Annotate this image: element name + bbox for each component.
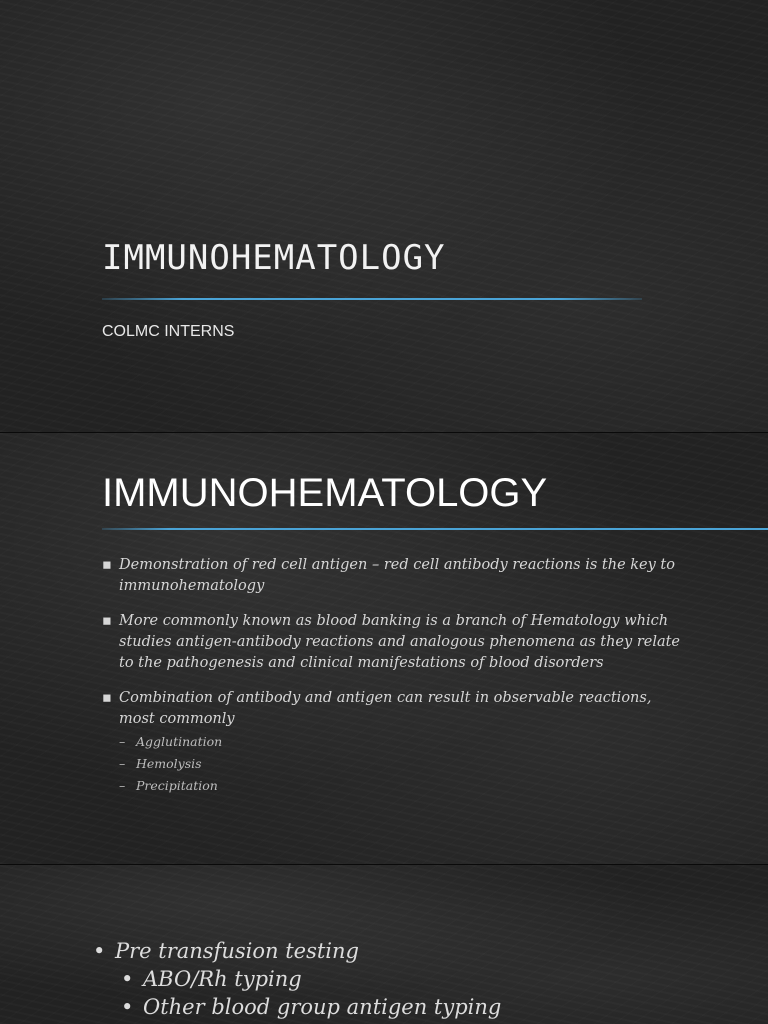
- sub-bullet-text: Hemolysis: [136, 756, 202, 771]
- slide-content: [0, 433, 768, 864]
- dash-icon: –: [119, 734, 126, 749]
- heading-underline: [102, 528, 768, 530]
- sub-bullet-text: Precipitation: [136, 778, 218, 793]
- slide-title: [0, 0, 768, 432]
- list-item: [121, 993, 501, 1021]
- bullet-dot-icon: •: [121, 995, 134, 1019]
- sub-bullet-list: [119, 731, 682, 797]
- slide-subtitle: COLMC INTERNS: [102, 323, 235, 340]
- list-item: [121, 965, 501, 993]
- list-item: [102, 611, 682, 674]
- sub-list-item: [119, 753, 682, 775]
- sub-bullet-text: Agglutination: [136, 734, 223, 749]
- bullet-dot-icon: •: [93, 939, 106, 963]
- slide-title-heading: IMMUNOHEMATOLOGY: [102, 238, 446, 278]
- slide-heading: IMMUNOHEMATOLOGY: [102, 471, 548, 515]
- list-item: [102, 688, 682, 797]
- title-underline: [102, 298, 642, 300]
- list-item: [102, 555, 682, 597]
- dash-icon: –: [119, 756, 126, 771]
- bullet-text: Combination of antibody and antigen can result in observable reactions, most commonly: [119, 690, 652, 727]
- bullet-text: Other blood group antigen typing: [143, 995, 502, 1019]
- bullet-dot-icon: ▪: [102, 557, 112, 573]
- bullet-text: Demonstration of red cell antigen – red cell antibody reactions is the key to immunohematology: [119, 557, 675, 594]
- dash-icon: –: [119, 778, 126, 793]
- bullet-list: [93, 937, 501, 1021]
- bullet-text: ABO/Rh typing: [143, 967, 302, 991]
- bullet-dot-icon: •: [121, 967, 134, 991]
- sub-list-item: [119, 731, 682, 753]
- bullet-dot-icon: ▪: [102, 690, 112, 706]
- bullet-list: [102, 555, 682, 811]
- bullet-text: More commonly known as blood banking is a branch of Hematology which studies antigen-antibody reactions and analogous phenomena as they relate to the pathogenesis and clinical manifestations of blood disorders: [119, 613, 681, 671]
- list-item: [93, 937, 501, 965]
- sub-list-item: [119, 775, 682, 797]
- bullet-dot-icon: ▪: [102, 613, 112, 629]
- bullet-text: Pre transfusion testing: [115, 939, 359, 963]
- slide-partial: [0, 865, 768, 1024]
